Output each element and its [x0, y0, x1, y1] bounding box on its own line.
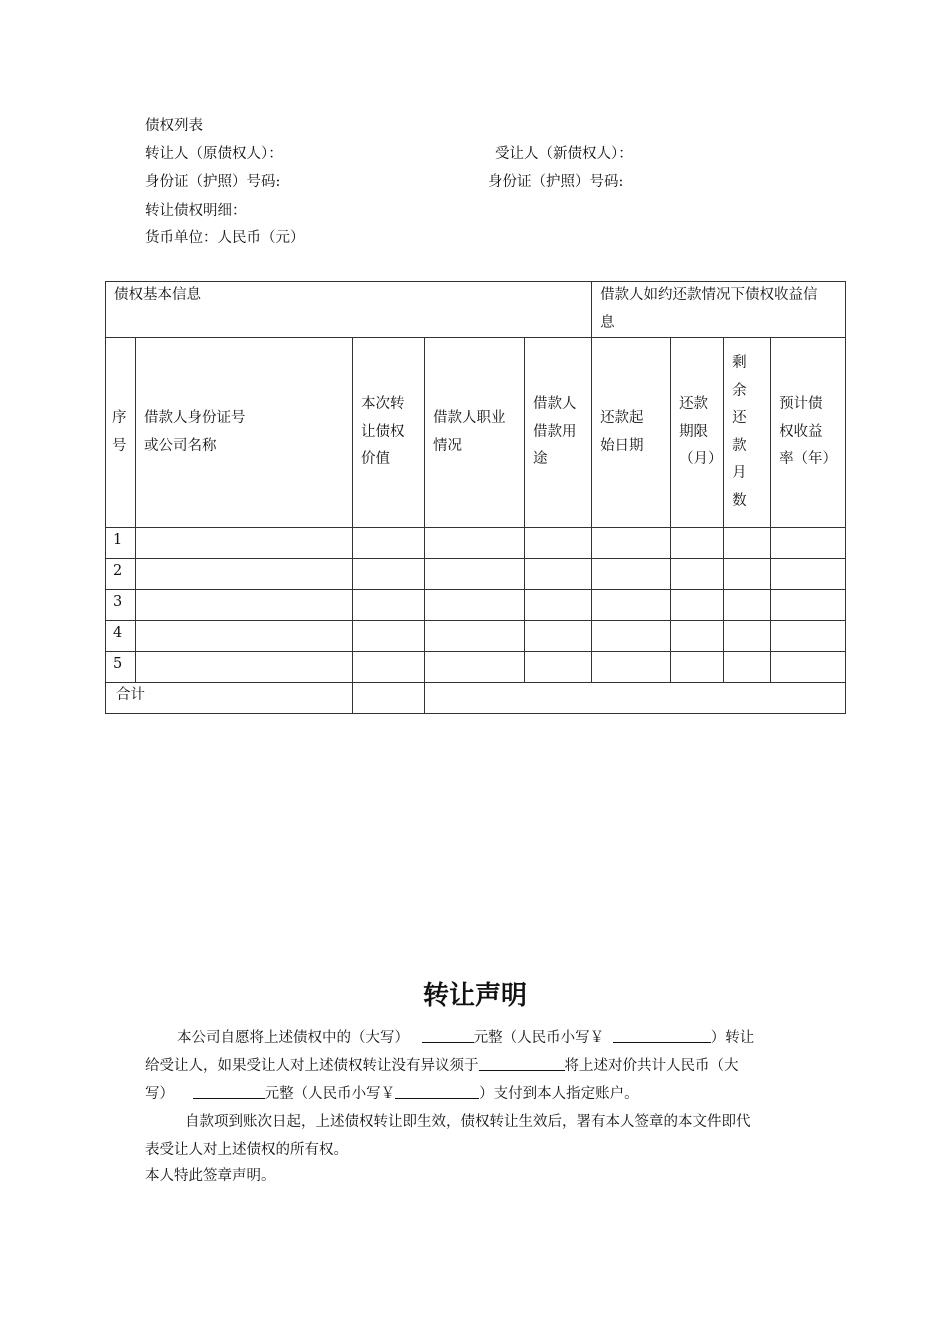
table-cell: [136, 590, 353, 621]
table-cell: [671, 652, 724, 683]
table-cell: [353, 652, 425, 683]
table-cell: [425, 528, 525, 559]
col-header-occupation: 借款人职业情况: [425, 338, 525, 528]
p1-line-1: [145, 1024, 810, 1052]
table-cell: [724, 621, 771, 652]
statement-paragraph-3: 本人特此签章声明。: [145, 1168, 276, 1184]
col-header-expected-yield: 预计债权收益率（年）: [771, 338, 846, 528]
total-value-cell: [353, 683, 425, 714]
table-cell: [724, 652, 771, 683]
table-cell: [771, 590, 846, 621]
row-index: 4: [106, 621, 136, 652]
table-row: [106, 559, 846, 590]
blank-amount-small: [613, 1026, 711, 1043]
table-cell: [671, 621, 724, 652]
table-cell: [592, 590, 671, 621]
currency-label: 货币单位：人民币（元）: [145, 230, 305, 246]
blank-price-capital: [193, 1082, 265, 1099]
table-cell: [671, 559, 724, 590]
col-header-term: 还款期限（月）: [671, 338, 724, 528]
table-cell: [525, 590, 592, 621]
table-cell: [353, 590, 425, 621]
col-header-borrower-id: 借款人身份证号或公司名称: [136, 338, 353, 528]
transferee-label: 受让人（新债权人）：: [495, 146, 633, 162]
table-cell: [353, 559, 425, 590]
row-index: 1: [106, 528, 136, 559]
table-cell: [353, 528, 425, 559]
table-cell: [136, 621, 353, 652]
table-cell: [592, 559, 671, 590]
detail-label: 转让债权明细：: [145, 203, 247, 219]
statement-title: 转让声明: [422, 981, 527, 1011]
table-row: [106, 621, 846, 652]
table-cell: [525, 559, 592, 590]
statement-paragraph-1: [145, 1024, 810, 1108]
table-cell: [525, 621, 592, 652]
table-cell: [771, 621, 846, 652]
row-index: 5: [106, 652, 136, 683]
statement-paragraph-2: [145, 1108, 810, 1164]
total-remaining-cell: [425, 683, 846, 714]
col-header-loan-purpose: 借款人借款用途: [525, 338, 592, 528]
row-index: 2: [106, 559, 136, 590]
p1-text-h: ）支付到本人指定账户。: [479, 1086, 639, 1102]
p1-text-c: ）转让: [710, 1030, 755, 1046]
p1-text-e: 将上述对价共计人民币（大: [564, 1058, 739, 1074]
table-cell: [425, 621, 525, 652]
table-cell: [724, 590, 771, 621]
table-cell: [671, 590, 724, 621]
p1-text-g: 元整（人民币小写￥: [264, 1086, 396, 1102]
col-header-index: 序号: [106, 338, 136, 528]
table-cell: [592, 528, 671, 559]
p1-text-d: 给受让人，如果受让人对上述债权转让没有异议须于: [145, 1058, 479, 1074]
table-cell: [353, 621, 425, 652]
p2-line-2: 表受让人对上述债权的所有权。: [145, 1142, 348, 1158]
p1-text-a: 本公司自愿将上述债权中的（大写）: [177, 1030, 409, 1046]
p1-line-2: [145, 1052, 810, 1080]
blank-price-small: [395, 1082, 479, 1099]
col-header-remaining-months: 剩余还款月数: [724, 338, 771, 528]
debt-table: [105, 281, 846, 714]
table-cell: [724, 528, 771, 559]
blank-deadline: [479, 1054, 565, 1071]
transferor-label: 转让人（原债权人）：: [145, 146, 283, 162]
total-row: [106, 683, 846, 714]
p1-text-b: 元整（人民币小写￥: [473, 1030, 605, 1046]
col-header-transfer-value: 本次转让债权价值: [353, 338, 425, 528]
group-basic-info: 债权基本信息: [106, 282, 592, 338]
table-cell: [771, 559, 846, 590]
table-cell: [425, 652, 525, 683]
table-cell: [771, 528, 846, 559]
table-cell: [136, 559, 353, 590]
table-cell: [425, 590, 525, 621]
transferor-id-label: 身份证（护照）号码:: [145, 174, 281, 190]
p1-line-3: [145, 1080, 810, 1108]
p2-line-1: 自款项到账次日起，上述债权转让即生效，债权转让生效后，署有本人签章的本文件即代: [185, 1114, 751, 1130]
total-label: 合计: [106, 683, 353, 714]
table-cell: [136, 528, 353, 559]
table-cell: [592, 652, 671, 683]
p1-text-f: 写）: [145, 1086, 174, 1102]
table-cell: [525, 528, 592, 559]
table-row: [106, 652, 846, 683]
blank-amount-capital: [422, 1026, 474, 1043]
table-cell: [671, 528, 724, 559]
table-cell: [592, 621, 671, 652]
group-income-info: 借款人如约还款情况下债权收益信息: [592, 282, 846, 338]
table-cell: [771, 652, 846, 683]
transferee-id-label: 身份证（护照）号码:: [488, 174, 624, 190]
row-index: 3: [106, 590, 136, 621]
table-cell: [724, 559, 771, 590]
table-cell: [425, 559, 525, 590]
table-row: [106, 528, 846, 559]
table-cell: [525, 652, 592, 683]
list-title: 债权列表: [145, 118, 203, 134]
col-header-start-date: 还款起始日期: [592, 338, 671, 528]
table-cell: [136, 652, 353, 683]
table-row: [106, 590, 846, 621]
